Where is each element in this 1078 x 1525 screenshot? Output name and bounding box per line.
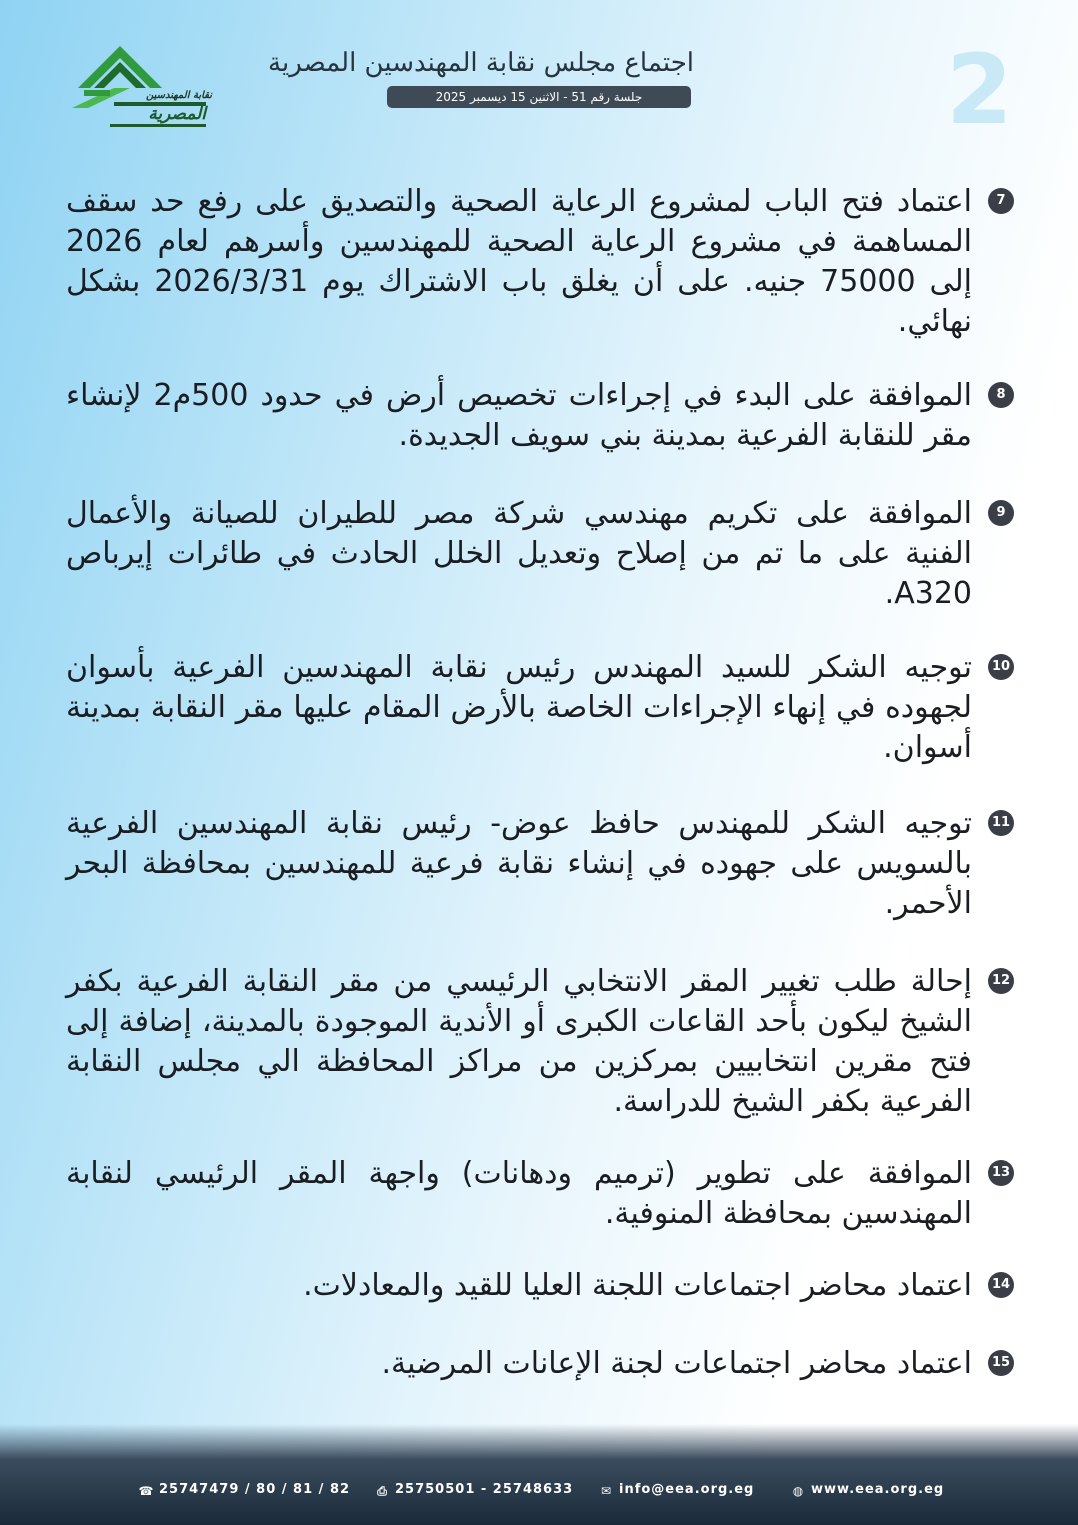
item-text: الموافقة على البدء في إجراءات تخصيص أرض في حدود 500م2 لإنشاء مقر للنقابة الفرعية بمدينة بني سويف الجديدة.	[66, 378, 972, 453]
item-number-badge: 8	[988, 382, 1014, 408]
globe-icon: ◍	[792, 1484, 805, 1498]
item-number-badge: 11	[988, 810, 1014, 836]
list-item	[62, 962, 1022, 1122]
item-text: اعتماد محاضر اجتماعات لجنة الإعانات المرضية.	[381, 1346, 972, 1381]
item-number-badge: 10	[988, 654, 1014, 680]
website-link[interactable]: www.eea.org.eg	[811, 1482, 945, 1497]
item-text: الموافقة على تكريم مهندسي شركة مصر للطيران للصيانة والأعمال الفنية على ما تم من إصلاح وتعديل الخلل الحادث في طائرات إيرباص A320.	[66, 496, 972, 611]
list-item	[62, 804, 1022, 924]
header	[268, 48, 694, 108]
logo-text-line1: نقابة المهندسين	[145, 90, 212, 101]
item-text: الموافقة على تطوير (ترميم ودهانات) واجهة المقر الرئيسي لنقابة المهندسين بمحافظة المنوفية.	[66, 1156, 972, 1231]
logo	[70, 46, 210, 130]
footer-phone	[138, 1482, 350, 1498]
list-item	[62, 182, 1022, 342]
list-item	[62, 1266, 1022, 1306]
fax-icon: ⎙	[377, 1484, 388, 1498]
item-text: إحالة طلب تغيير المقر الانتخابي الرئيسي من مقر النقابة الفرعية بكفر الشيخ ليكون بأحد القاعات الكبرى أو الأندية الموجودة بالمدينة، إضافة إلى فتح مقرين انتخابيين بمركزين من مراكز المحافظة الي مجلس النقابة الفرعية بكفر الشيخ للدراسة.	[66, 964, 972, 1119]
list-item	[62, 376, 1022, 456]
footer-fax	[374, 1482, 573, 1498]
item-number-badge: 9	[988, 500, 1014, 526]
item-number-badge: 15	[988, 1350, 1014, 1376]
item-number-badge: 14	[988, 1272, 1014, 1298]
item-number-badge: 13	[988, 1160, 1014, 1186]
header-title: اجتماع مجلس نقابة المهندسين المصرية	[268, 48, 694, 78]
footer	[0, 1424, 1078, 1525]
list-item	[62, 648, 1022, 768]
email-icon: ✉	[600, 1484, 613, 1498]
footer-email	[598, 1482, 754, 1498]
logo-text-line2: المصرية	[148, 104, 206, 124]
session-badge: جلسة رقم 51 - الاثنين 15 ديسمبر 2025	[387, 86, 691, 108]
item-text: اعتماد فتح الباب لمشروع الرعاية الصحية والتصديق على رفع حد سقف المساهمة في مشروع الرعاية الصحية للمهندسين وأسرهم لعام 2026 إلى 75000 جنيه. على أن يغلق باب الاشتراك يوم 2026/3/31 بشكل نهائي.	[66, 184, 972, 339]
item-number-badge: 12	[988, 968, 1014, 994]
footer-website	[790, 1482, 944, 1498]
email-link[interactable]: info@eea.org.eg	[619, 1482, 755, 1497]
list-item	[62, 1344, 1022, 1384]
item-text: توجيه الشكر للسيد المهندس رئيس نقابة المهندسين الفرعية بأسوان لجهوده في إنهاء الإجراءات الخاصة بالأرض المقام عليها مقر النقابة بمدينة أسوان.	[66, 650, 972, 765]
item-text: توجيه الشكر للمهندس حافظ عوض- رئيس نقابة المهندسين الفرعية بالسويس على جهوده في إنشاء نقابة فرعية للمهندسين بمحافظة البحر الأحمر.	[66, 806, 972, 921]
fax-number: 25750501 - 25748633	[395, 1482, 574, 1497]
list-item	[62, 494, 1022, 614]
page-number: 2	[946, 34, 1013, 146]
item-text: اعتماد محاضر اجتماعات اللجنة العليا للقيد والمعادلات.	[303, 1268, 972, 1303]
list-item	[62, 1154, 1022, 1234]
phone-icon: ☎	[138, 1484, 155, 1498]
contact-bar	[0, 1482, 1078, 1504]
item-number-badge: 7	[988, 188, 1014, 214]
phone-number[interactable]: 25747479 / 80 / 81 / 82	[159, 1482, 351, 1497]
